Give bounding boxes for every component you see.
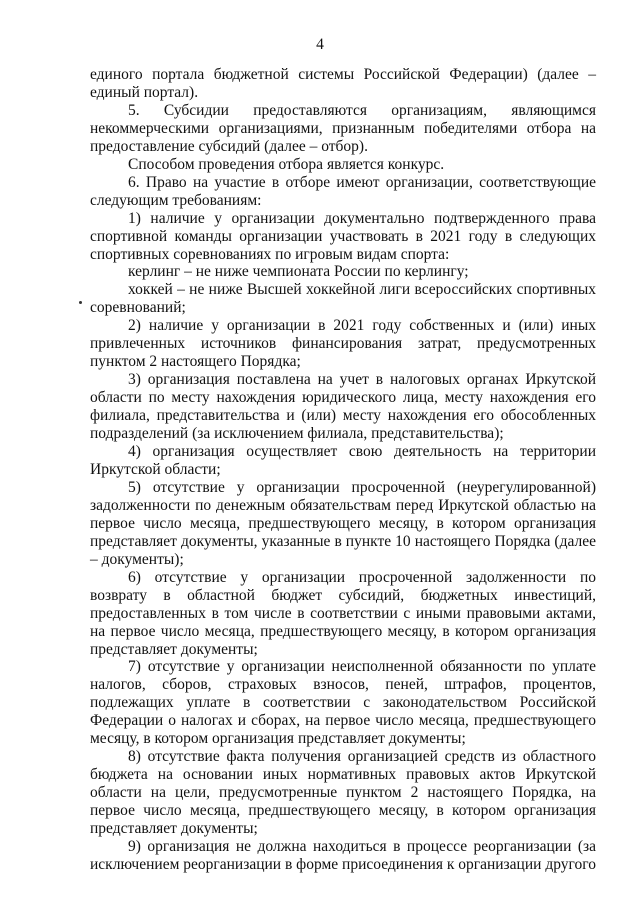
requirement-1-hockey: хоккей – не ниже Высшей хоккейной лиги всероссийских спортивных соревнований;	[90, 281, 596, 317]
requirement-2: 2) наличие у организации в 2021 году собственных и (или) иных привлеченных источников финансирования затрат, предусмотренных пунктом 2 настоящего Порядка;	[90, 317, 596, 371]
requirement-5: 5) отсутствие у организации просроченной (неурегулированной) задолженности по денежным обязательствам перед Иркутской областью на первое число месяца, предшествующего месяцу, в котором организация представляет документы, указанные в пункте 10 настоящего Порядка (далее – документы);	[90, 478, 596, 568]
requirement-1-curling: керлинг – не ниже чемпионата России по керлингу;	[128, 263, 469, 281]
paragraph-continuation: единого портала бюджетной системы Российской Федерации) (далее – единый портал).	[90, 66, 596, 101]
document-body	[90, 66, 596, 874]
requirement-6: 6) отсутствие у организации просроченной задолженности по возврату в областной бюджет субсидий, бюджетных инвестиций, предоставленных в том числе в соответствии с иными правовыми актами, на первое число месяца, предшествующего месяцу, в котором организация представляет документы;	[90, 568, 596, 658]
requirement-4: 4) организация осуществляет свою деятельность на территории Иркутской области;	[90, 443, 596, 478]
paragraph-item-6: 6. Право на участие в отборе имеют организации, соответствующие следующим требованиям:	[90, 173, 596, 209]
paragraph-item-5: 5. Субсидии предоставляются организациям, являющимся некоммерческими организациями, признанным победителями отбора на предоставление субсидий (далее – отбор).	[90, 101, 596, 155]
requirement-9: 9) организация не должна находиться в процессе реорганизации (за исключением реорганизации в форме присоединения к организации другого	[90, 837, 596, 873]
scan-speck	[79, 301, 82, 304]
requirement-1: 1) наличие у организации документально подтвержденного права спортивной команды организации участвовать в 2021 году в следующих спортивных соревнованиях по игровым видам спорта:	[90, 209, 596, 263]
requirement-8: 8) отсутствие факта получения организацией средств из областного бюджета на основании иных нормативных правовых актов Иркутской области на цели, предусмотренные пунктом 2 настоящего Порядка, на первое число месяца, предшествующего месяцу, в котором организация представляет документы;	[90, 748, 596, 838]
requirement-7: 7) отсутствие у организации неисполненной обязанности по уплате налогов, сборов, страховых взносов, пеней, штрафов, процентов, подлежащих уплате в соответствии с законодательством Российской Федерации о налогах и сборах, на первое число месяца, предшествующего месяцу, в котором организация представляет документы;	[90, 658, 596, 748]
requirement-3: 3) организация поставлена на учет в налоговых органах Иркутской области по месту нахождения юридического лица, месту нахождения его филиала, представительства и (или) месту нахождения его обособленных подразделений (за исключением филиала, представительства);	[90, 371, 596, 443]
page-number: 4	[316, 36, 324, 53]
paragraph-selection-method: Способом проведения отбора является конкурс.	[128, 155, 445, 173]
